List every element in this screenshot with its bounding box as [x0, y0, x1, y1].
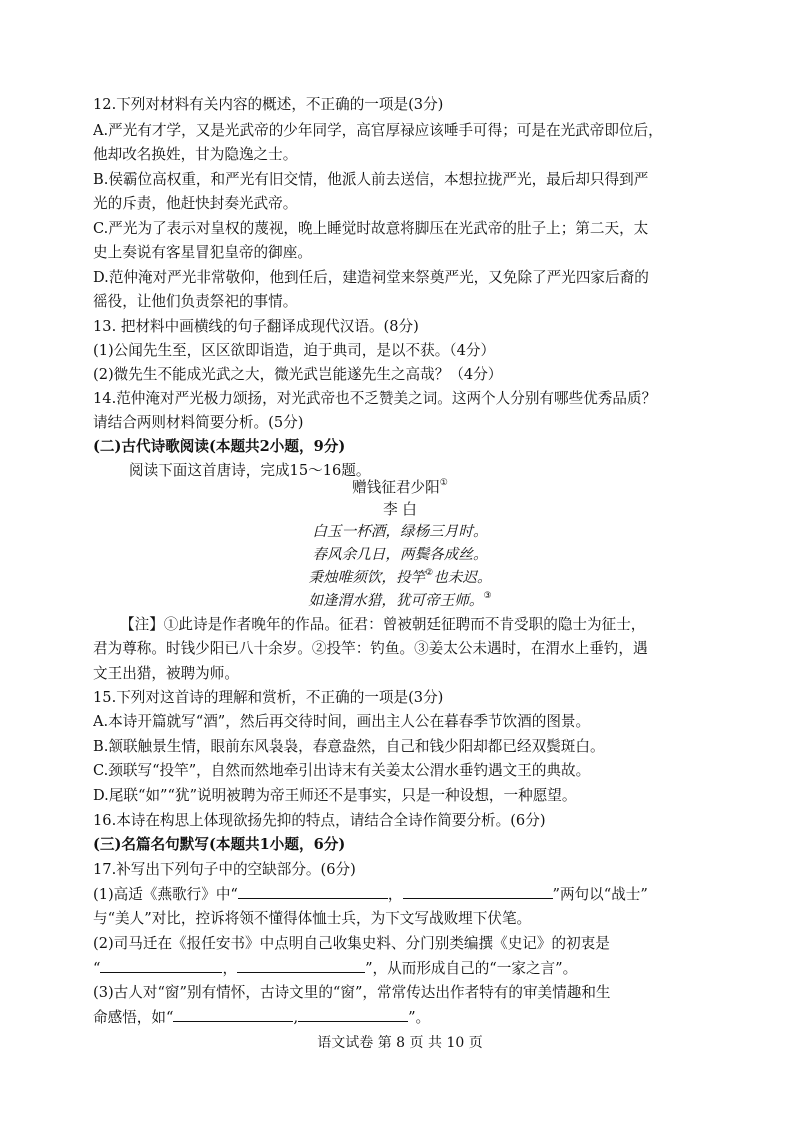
poem-notes-line2: 君为尊称。时钱少阳已八十余岁。②投竿：钓鱼。③姜太公未遇时，在渭水上垂钓，遇 — [93, 640, 648, 657]
q12-option-c-line1: C.严光为了表示对皇权的蔑视，晚上睡觉时故意将脚压在光武帝的肚子上；第二天，太 — [93, 220, 649, 237]
q12-option-d-line1: D.范仲淹对严光非常敬仰，他到任后，建造祠堂来祭奠严光，又免除了严光四家后裔的 — [93, 269, 649, 286]
poem-line-3-note: ② — [425, 568, 434, 578]
poem-line-4-text: 如逢渭水猎，犹可帝王师。 — [308, 592, 484, 609]
poem-line-3-part2: 也未迟。 — [433, 569, 492, 586]
poem-line-1: 白玉一杯酒，绿杨三月时。 — [312, 523, 488, 540]
q17-item1-prefix: (1)高适《燕歌行》中“ — [93, 886, 238, 903]
q17-item3-comma: , — [293, 1009, 299, 1026]
q17-item3-suffix: ”。 — [408, 1009, 431, 1026]
q15-stem: 15.下列对这首诗的理解和赏析，不正确的一项是(3分) — [93, 689, 444, 706]
q15-option-c: C.颈联写“投竿”，自然而然地牵引出诗末有关姜太公渭水垂钓遇文王的典故。 — [93, 762, 591, 779]
q17-item1-suffix: ”两句以“战士” — [552, 886, 648, 903]
page-footer: 语文试卷 第 8 页 共 10 页 — [317, 1035, 483, 1051]
q15-option-b: B.颔联触景生情，眼前东风袅袅，春意盎然，自己和钱少阳却都已经双鬓斑白。 — [93, 738, 605, 755]
q12-option-b-line1: B.侯霸位高权重，和严光有旧交情，他派人前去送信，本想拉拢严光，最后却只得到严 — [93, 171, 649, 188]
q17-item2-open-quote: “ — [93, 960, 101, 977]
q12-option-a-line1: A.严光有才学，又是光武帝的少年同学，高官厚禄应该唾手可得；可是在光武帝即位后， — [93, 122, 663, 139]
q17-blank-2[interactable] — [403, 884, 553, 899]
q13-stem: 13. 把材料中画横线的句子翻译成现代汉语。(8分) — [93, 318, 419, 335]
q17-blank-1[interactable] — [238, 884, 388, 899]
q17-stem: 17.补写出下列句子中的空缺部分。(6分) — [93, 861, 356, 878]
poem-author: 李 白 — [383, 501, 417, 518]
section-2-heading: (二)古代诗歌阅读(本题共2小题，9分) — [93, 438, 346, 455]
q17-item1-comma: ， — [387, 886, 403, 903]
poem-line-3-part1: 秉烛唯须饮，投竿 — [308, 569, 426, 586]
q12-option-a-line2: 他却改名换姓，甘为隐逸之士。 — [93, 146, 298, 163]
q17-item1-line2: 与“美人”对比，控诉将领不懂得体恤士兵，为下文写战败埋下伏笔。 — [93, 910, 532, 927]
poem-title-note: ① — [439, 478, 448, 488]
q16-stem: 16.本诗在构思上体现欲扬先抑的特点，请结合全诗作简要分析。(6分) — [93, 812, 546, 829]
q17-item3-line1: (3)古人对“窗”别有情怀，古诗文里的“窗”，常常传达出作者特有的审美情趣和生 — [93, 984, 611, 1001]
q15-option-a: A.本诗开篇就写“酒”，然后再交待时间，画出主人公在暮春季节饮酒的图景。 — [93, 713, 591, 730]
section-2-intro: 阅读下面这首唐诗，完成15～16题。 — [129, 462, 371, 479]
poem-line-4-note: ③ — [483, 591, 492, 601]
q17-item2-line2 — [93, 958, 711, 979]
q14-line1: 14.范仲淹对严光极力颂扬，对光武帝也不乏赞美之词。这两个人分别有哪些优秀品质？ — [93, 390, 657, 407]
q12-option-c-line2: 史上奏说有客星冒犯皇帝的御座。 — [93, 244, 312, 261]
poem-notes-line1: 【注】①此诗是作者晚年的作品。征君：曾被朝廷征聘而不肯受职的隐士为征士， — [120, 616, 646, 633]
q13-sentence-2: (2)微先生不能成光武之大，微光武岂能遂先生之高哉？（4分） — [93, 366, 503, 383]
q17-blank-6[interactable] — [298, 1007, 408, 1022]
q17-item3-line2 — [93, 1007, 711, 1028]
q17-blank-4[interactable] — [237, 958, 365, 973]
q12-option-d-line2: 徭役，让他们负责祭祀的事情。 — [93, 293, 298, 310]
poem-title — [0, 478, 800, 498]
q17-item2-comma: ， — [222, 960, 238, 977]
poem-line-4 — [0, 591, 800, 611]
q12-option-b-line2: 光的斥责，他赶快封奏光武帝。 — [93, 195, 298, 212]
poem-title-text: 赠钱征君少阳 — [352, 479, 440, 496]
poem-line-3 — [0, 568, 800, 588]
poem-line-2: 春风余几日，两鬓各成丝。 — [312, 546, 488, 563]
q17-item3-prefix: 命感悟，如“ — [93, 1009, 174, 1026]
q17-item2-line1: (2)司马迁在《报任安书》中点明自己收集史料、分门别类编撰《史记》的初衷是 — [93, 935, 610, 952]
q17-blank-3[interactable] — [100, 958, 222, 973]
q17-item1-line1 — [93, 884, 711, 905]
section-3-heading: (三)名篇名句默写(本题共1小题，6分) — [93, 836, 346, 853]
q14-line2: 请结合两则材料简要分析。(5分) — [93, 414, 304, 431]
q17-item2-suffix: ”，从而形成自己的“一家之言”。 — [365, 960, 578, 977]
q17-blank-5[interactable] — [173, 1007, 293, 1022]
q13-sentence-1: (1)公闻先生至，区区欲即诣造，迫于典司，是以不获。（4分） — [93, 342, 496, 359]
q12-stem: 12.下列对材料有关内容的概述，不正确的一项是(3分) — [93, 96, 444, 113]
poem-notes-line3: 文王出猎，被聘为师。 — [93, 665, 239, 682]
q15-option-d: D.尾联“如”“犹”说明被聘为帝王师还不是事实，只是一种设想，一种愿望。 — [93, 787, 577, 804]
